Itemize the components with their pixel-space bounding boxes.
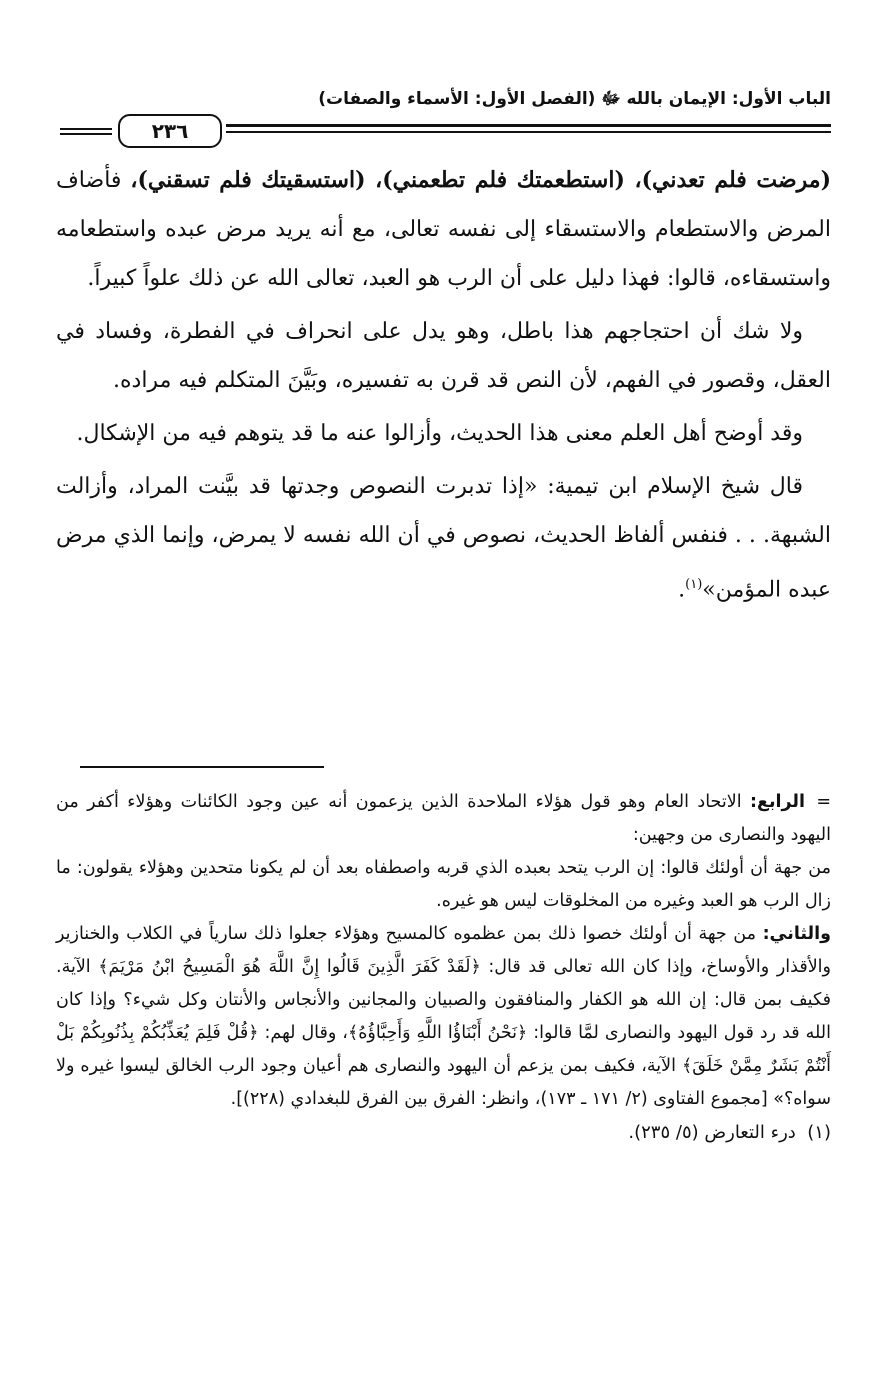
paragraph: [56, 462, 831, 614]
quote-text: قال شيخ الإسلام ابن تيمية: «إذا تدبرت النصوص وجدتها قد بيَّنت المراد، وأزالت الشبهة. . . فنفس ألفاظ الحديث، نصوص في أن الله نفسه لا يمرض، وإنما الذي مرض عبده المؤمن»: [56, 474, 831, 603]
note-label: والثاني:: [762, 924, 831, 944]
hadith-quote: (مرضت فلم تعدني)، (استطعمتك فلم تطعمني)، (استسقيتك فلم تسقني)،: [130, 167, 831, 193]
paragraph: وقد أوضح أهل العلم معنى هذا الحديث، وأزالوا عنه ما قد يتوهم فيه من الإشكال.: [76, 421, 803, 446]
note-text: الاتحاد العام وهو قول هؤلاء الملاحدة الذين يزعمون أنه عين وجود الكائنات وهؤلاء أكفر من اليهود والنصارى من وجهين:: [56, 792, 831, 845]
footnote-paragraph: [56, 918, 831, 1116]
header-title: الباب الأول: الإيمان بالله ﷻ (الفصل الأول: الأسماء والصفات): [318, 89, 831, 109]
footnote-continuation: [56, 786, 831, 852]
sentence-end: .: [678, 577, 686, 603]
paragraph-text: فأضاف المرض والاستطعام والاستسقاء إلى نفسه تعالى، مع أنه يريد مرض عبده واستطعامه واستسقاءه، قالوا: فهذا دليل على أن الرب هو العبد، تعالى الله عن ذلك علواً كبيراً.: [56, 168, 831, 291]
footnote-text: درء التعارض (٥/ ٢٣٥).: [628, 1122, 796, 1143]
footnote-ref: (١): [685, 577, 703, 592]
footnote-separator: [80, 766, 324, 768]
footnote-paragraph: من جهة أن أولئك قالوا: إن الرب يتحد بعبده الذي قربه واصطفاه بعد أن لم يكونا متحدين وهؤلاء يقولون: ما زال الرب هو العبد وغيره من المخلوقات ليس هو غيره.: [56, 858, 831, 911]
footnotes: [56, 786, 831, 1149]
main-text: [56, 156, 831, 618]
running-header: [60, 88, 831, 143]
page-number: ٢٣٦: [118, 114, 222, 148]
footnote-number: (١): [807, 1122, 831, 1143]
note-label: الرابع:: [750, 792, 805, 812]
header-rule: [226, 124, 831, 127]
paragraph: ولا شك أن احتجاجهم هذا باطل، وهو يدل على انحراف في الفطرة، وفساد في العقل، وقصور في الفهم، لأن النص قد قرن به تفسيره، وبَيَّنَ المتكلم فيه مراده.: [56, 319, 831, 393]
header-rule-left: [60, 128, 112, 135]
paragraph: [56, 156, 831, 303]
note-text: من جهة أن أولئك خصوا ذلك بمن عظموه كالمسيح وهؤلاء جعلوا ذلك سارياً في الكلاب والخنازير والأقذار والأوساخ، وإذا كان الله تعالى قد قال: ﴿لَقَدْ كَفَرَ الَّذِينَ قَالُوا إِنَّ اللَّهَ هُوَ الْمَسِيحُ ابْنُ مَرْيَمَ﴾ الآية. فكيف بمن قال: إن الله هو الكفار والمنافقون والصبيان والمجانين والأنجاس والأنتان وكل شيء؟ وإذا كان الله قد رد قول اليهود والنصارى لمَّا قالوا: ﴿نَحْنُ أَبْنَاؤُا اللَّهِ وَأَحِبَّاؤُهُ﴾، وقال لهم: ﴿قُلْ فَلِمَ يُعَذِّبُكُمْ بِذُنُوبِكُمْ بَلْ أَنْتُمْ بَشَرٌ مِمَّنْ خَلَقَ﴾ الآية، فكيف بمن يزعم أن اليهود والنصارى هم أعيان وجود الرب الخالق ليسوا غيره ولا سواه؟» [مجموع الفتاوى (٢/ ١٧١ ـ ١٧٣)، وانظر: الفرق بين الفرق للبغدادي (٢٢٨)].: [56, 924, 831, 1109]
continuation-marker: =: [816, 792, 831, 812]
footnote-1: [56, 1116, 831, 1149]
header-rule-thin: [226, 131, 831, 133]
